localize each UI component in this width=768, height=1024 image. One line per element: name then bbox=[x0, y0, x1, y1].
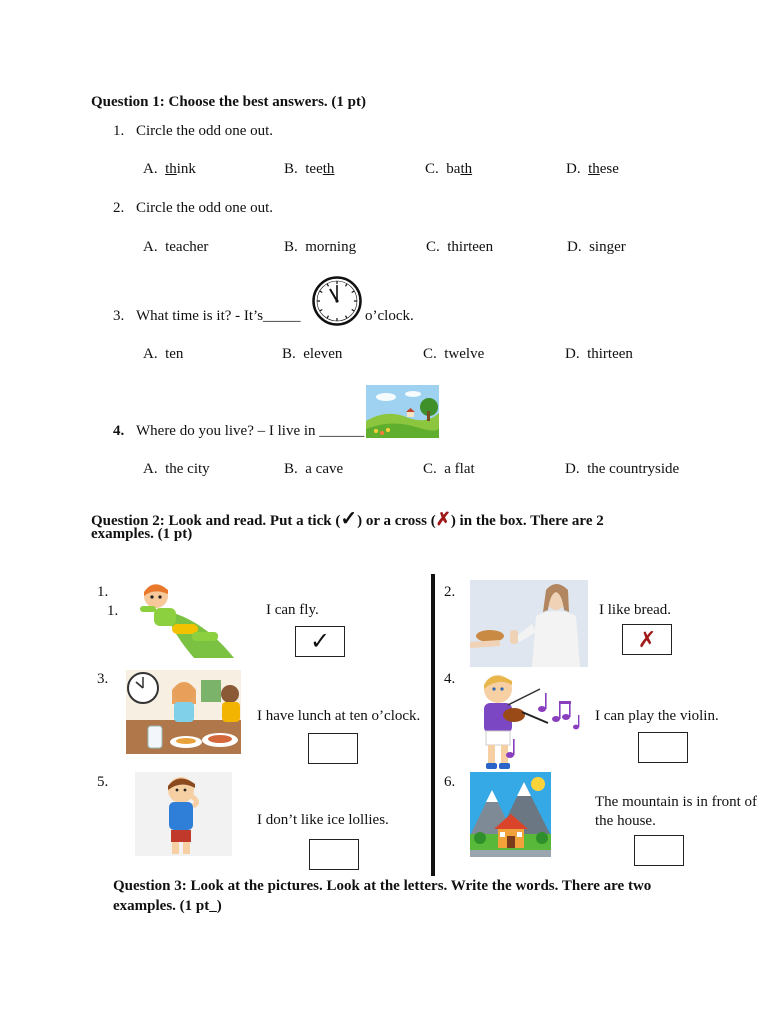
q2-title-part: Question 2: Look and read. Put a tick ( bbox=[91, 513, 341, 529]
clock-icon bbox=[311, 275, 363, 327]
q2-item-1-answer-box[interactable] bbox=[295, 626, 345, 657]
q1-4-option-a[interactable] bbox=[143, 461, 210, 478]
boy-thinking-image bbox=[135, 772, 232, 856]
option-letter: B. bbox=[282, 346, 296, 362]
option-text: the countryside bbox=[587, 461, 680, 477]
q2-item-6-number: 6. bbox=[444, 774, 456, 790]
q1-item-2-number: 2. bbox=[113, 200, 125, 216]
q2-item-4-sentence: I can play the violin. bbox=[595, 708, 719, 724]
flying-boy-image bbox=[134, 580, 240, 662]
q2-item-5-answer-box[interactable] bbox=[309, 839, 359, 870]
q2-item-2-answer-box[interactable] bbox=[622, 624, 672, 655]
q1-2-option-a[interactable] bbox=[143, 239, 208, 256]
option-text: ten bbox=[165, 346, 184, 362]
option-underlined: th bbox=[165, 161, 177, 177]
q1-4-option-b[interactable] bbox=[284, 461, 343, 478]
option-text: teacher bbox=[165, 239, 209, 255]
question-1-title: Question 1: Choose the best answers. (1 pt) bbox=[91, 94, 366, 110]
q1-item-4-text: Where do you live? – I live in ______ bbox=[136, 423, 365, 439]
q1-4-option-d[interactable] bbox=[565, 461, 679, 478]
cross-mark-icon: ✗ bbox=[637, 626, 657, 652]
q1-item-3-number: 3. bbox=[113, 308, 125, 324]
option-text-pre: tee bbox=[305, 161, 323, 177]
option-letter: A. bbox=[143, 346, 158, 362]
q1-2-option-c[interactable] bbox=[426, 239, 493, 256]
tick-icon: ✓ bbox=[340, 508, 358, 530]
q2-item-2-sentence: I like bread. bbox=[599, 602, 672, 618]
option-letter: D. bbox=[565, 461, 580, 477]
q2-item-4-answer-box[interactable] bbox=[638, 732, 688, 763]
option-text: eleven bbox=[303, 346, 343, 362]
countryside-image bbox=[366, 385, 439, 438]
question-3-title: Question 3: Look at the pictures. Look at the letters. Write the words. There are two examples. (1 pt_) bbox=[113, 878, 652, 914]
q1-3-option-a[interactable] bbox=[143, 346, 183, 363]
q1-item-1-number: 1. bbox=[113, 123, 125, 139]
answer-mark bbox=[309, 734, 357, 763]
option-letter: B. bbox=[284, 461, 298, 477]
q1-2-option-b[interactable] bbox=[284, 239, 356, 256]
violin-boy-image bbox=[470, 667, 588, 773]
answer-mark bbox=[639, 733, 687, 762]
tick-mark-icon: ✓ bbox=[309, 629, 331, 655]
q1-item-2-text: Circle the odd one out. bbox=[136, 200, 274, 216]
q1-1-option-d[interactable] bbox=[566, 161, 619, 178]
q1-1-option-b[interactable] bbox=[284, 161, 334, 178]
option-text: a cave bbox=[305, 461, 344, 477]
option-text: the city bbox=[165, 461, 210, 477]
option-text-post: ese bbox=[599, 161, 619, 177]
option-text-post: ink bbox=[176, 161, 196, 177]
q2-item-3-number: 3. bbox=[97, 671, 109, 687]
option-text: a flat bbox=[444, 461, 475, 477]
q2-item-6-sentence: The mountain is in front of the house. bbox=[595, 794, 758, 829]
q1-2-option-d[interactable] bbox=[567, 239, 626, 256]
option-text: thirteen bbox=[587, 346, 633, 362]
q1-item-4-number: 4. bbox=[113, 423, 125, 439]
option-underlined: th bbox=[460, 161, 473, 177]
q2-item-1-sub-number: 1. bbox=[107, 603, 119, 619]
q1-1-option-c[interactable] bbox=[425, 161, 472, 178]
q2-title-part: ) in the box. There are 2 bbox=[450, 513, 604, 529]
option-text: singer bbox=[589, 239, 626, 255]
q2-item-5-sentence: I don’t like ice lollies. bbox=[257, 812, 389, 828]
option-letter: D. bbox=[565, 346, 580, 362]
option-letter: C. bbox=[426, 239, 440, 255]
q2-title-part: ) or a cross ( bbox=[357, 513, 436, 529]
refusing-bread-image bbox=[470, 580, 588, 667]
q1-3-option-d[interactable] bbox=[565, 346, 633, 363]
mountain-house-image bbox=[470, 772, 551, 857]
option-letter: A. bbox=[143, 461, 158, 477]
option-text: morning bbox=[305, 239, 357, 255]
q2-item-2-number: 2. bbox=[444, 584, 456, 600]
answer-mark bbox=[635, 836, 683, 865]
answer-mark bbox=[310, 840, 358, 869]
option-letter: C. bbox=[423, 461, 437, 477]
q2-item-1-sentence: I can fly. bbox=[266, 602, 319, 618]
q1-1-option-a[interactable] bbox=[143, 161, 196, 178]
q1-item-1-text: Circle the odd one out. bbox=[136, 123, 274, 139]
q1-4-option-c[interactable] bbox=[423, 461, 475, 478]
column-divider bbox=[431, 574, 435, 876]
q1-item-3-text-end: o’clock. bbox=[365, 308, 414, 324]
q2-item-4-number: 4. bbox=[444, 671, 456, 687]
q2-item-5-number: 5. bbox=[97, 774, 109, 790]
option-underlined: th bbox=[322, 161, 335, 177]
option-text: thirteen bbox=[447, 239, 494, 255]
option-underlined: th bbox=[588, 161, 600, 177]
option-letter: C. bbox=[423, 346, 437, 362]
q2-item-3-answer-box[interactable] bbox=[308, 733, 358, 764]
option-letter: A. bbox=[143, 239, 158, 255]
lunch-time-image bbox=[126, 670, 241, 754]
option-letter: B. bbox=[284, 239, 298, 255]
option-letter: D. bbox=[566, 161, 581, 177]
q1-item-3-text: What time is it? - It’s_____ bbox=[136, 308, 301, 324]
question-2-title-line-2: examples. (1 pt) bbox=[91, 526, 193, 542]
option-letter: A. bbox=[143, 161, 158, 177]
q2-item-6-answer-box[interactable] bbox=[634, 835, 684, 866]
q1-3-option-b[interactable] bbox=[282, 346, 342, 363]
option-text: twelve bbox=[444, 346, 485, 362]
q2-item-3-sentence: I have lunch at ten o’clock. bbox=[257, 708, 421, 724]
q1-3-option-c[interactable] bbox=[423, 346, 484, 363]
option-letter: B. bbox=[284, 161, 298, 177]
q2-item-1-number: 1. bbox=[97, 584, 109, 600]
option-text-pre: ba bbox=[446, 161, 461, 177]
option-letter: D. bbox=[567, 239, 582, 255]
cross-icon: ✗ bbox=[435, 509, 451, 529]
option-letter: C. bbox=[425, 161, 439, 177]
